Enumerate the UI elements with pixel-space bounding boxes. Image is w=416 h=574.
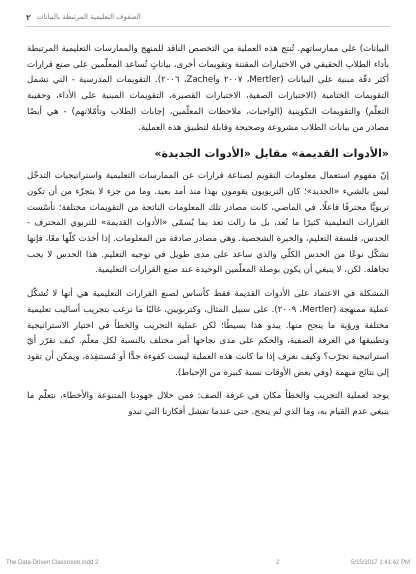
paragraph-trial-and-error: يوجد لعملية التجريب والخطأ مكان في غرفة الصف: فمن خلال جهودنا المتنوعة والأخطاء، نتعلّم ما ينبغي عدم القيام به، وما الذي لم ينجح. حتى عندما تفشل أفكارنا التي تبدو	[27, 391, 389, 418]
section-heading: «الأدوات القديمة» مقابل «الأدوات الجديدة»	[154, 147, 389, 161]
paragraph-continuation: البيانات) على ممارساتهم. تُنتج هذه العملية من التخصص الناقد للمنهج والممارسات التعليمية المرتبطة بأداء الطلاب الحقيقي في الاختبارات المقننة وتقويمات أخرى، بياناتٍ تُساعد المعلّمين على صنع قرارات أكثر دقّة مبنية على البيانات (Mertler، ٢٠٠٧ وZachel، ٢٠٠٦). التقويمات المدرسية - التي تشمل التقويمات الختامية (الاختبارات الصفية، الاختبارات القصيرة، التقويمات المبنية على الأداء، وحقيبة التعلّم) والتقويمات التكوينية (الواجبات، ملاحظات المعلّمين، إجابات الطلاب وتأمّلاتهم) - هي أيضًا مصادر من بيانات الطلاب مشروعة وصحيحة وقابلة لتطبيق هذه العملية.	[27, 44, 390, 133]
page-header	[26, 10, 390, 24]
page-body	[27, 42, 389, 429]
page-number: ٢	[26, 12, 31, 22]
footer-page-number: 2	[276, 560, 280, 566]
header-divider	[26, 26, 390, 27]
paragraph-problem: المشكلة في الاعتماد على الأدوات القديمة فقط كأساس لصنع القرارات التعليمية هي أنها لا تُشكّل عملية ممنهجة (Mertler، ٢٠٠٩). على سبيل المثال، وكتربويين، غالبًا ما نرغب بتجريب أساليب تعليمية مختلفة ورؤية ما ينجح منها. يبدو هذا بسيطًا؛ لكن عملية التجريب والخطأ في اختيار الاستراتيجية وتطبيقها في الغرفة الصفية، والحكم على مدى نجاحها أمر مختلف بالنسبة لكل معلّم. كيف نقرّر أيّ استراتيجية نجرّب؟ وكيف نعرف إذا ما كانت هذه العملية ليست كفوءة جدًّا أو مُستنفِذة، ويمكن أن تقود إلى نتائج مبهمة (وفي بعض الأوقات نسبة كبيرة من الإحباط).	[27, 289, 389, 378]
footer-file-name: The Data-Driven Classroom.indd 2	[6, 560, 99, 566]
paragraph-old-vs-new: إنّ مفهوم استعمال معلومات التقويم لصناعة قرارات عن الممارسات التعليمية واستراتيجيات التدخّل ليس بالشيء «الجديد»؛ كان التربويون يقومون بهذا منذ أمد بعيد. وما من جزء لا يتجزّء من أن تكون تربويًّا محترفًا فاعلًا. في الماضي، كانت مصادر تلك المعلومات الناتجة من التقويمات مختلفة؛ تأسّست القرارات التعليمية كثيرًا ما تُعد، بل ما زالت تعد بما يُسمّى «الأدوات القديمة» للتربوي المحترف - الحدس، فلسفة التعليم، والخبرة الشخصية. وهي مصادر صادقة من المعلومات. إذا أخذت كلّها معًا، فإنها تشكّل نوعًا من الحدس الكلّي والذي ساعد على مدى طويل في توجيه التعليم. هذا الحدس لا يجب تجاهله. لكن، لا ينبغي أن يكون بوصلة المعلّمين الوحيدة عند صنع القرارات التعليمية.	[27, 171, 389, 276]
footer-timestamp: 5/15/2017 1:41:42 PM	[350, 560, 410, 566]
running-title: الصفوف التعليمية المرتبطة بالبيانات	[36, 13, 141, 21]
print-footer	[6, 560, 410, 570]
